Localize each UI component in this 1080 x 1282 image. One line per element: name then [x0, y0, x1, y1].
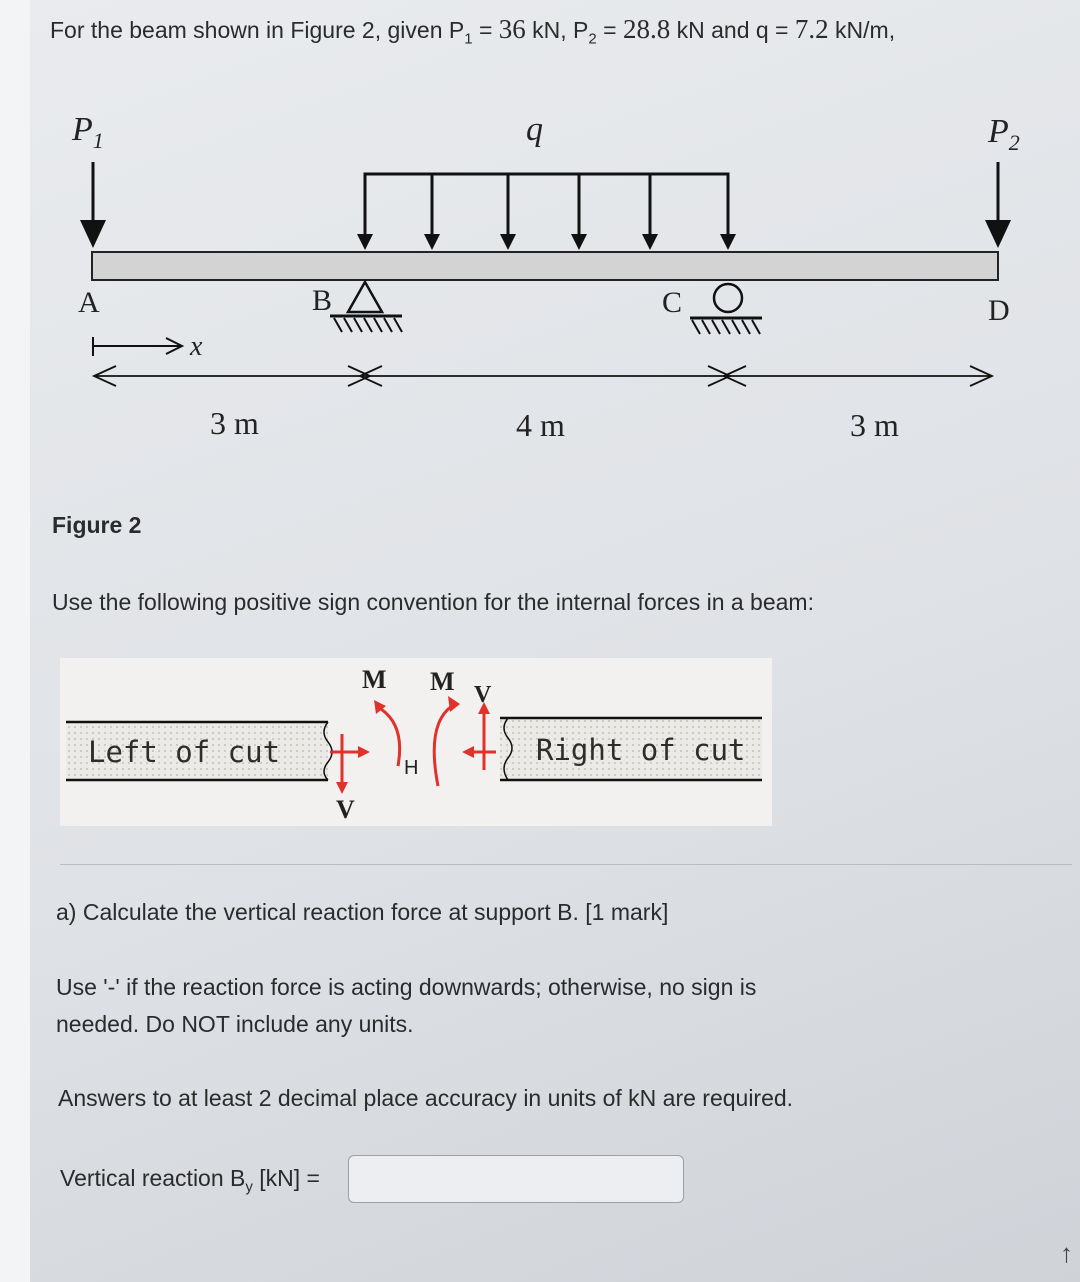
sign-note-line-1: Use '-' if the reaction force is acting downwards; otherwise, no sign is — [56, 974, 757, 1000]
answer-label-text: Vertical reaction B — [60, 1165, 246, 1191]
vertical-reaction-input[interactable] — [348, 1155, 684, 1203]
p2-subscript: 2 — [588, 30, 597, 48]
sign-note-line-2: needed. Do NOT include any units. — [56, 1011, 414, 1037]
p2-label: $P_2$ — [988, 113, 1020, 155]
moment-left-label: M — [362, 665, 387, 694]
sign-convention-figure — [60, 658, 772, 826]
equals-sign: = — [596, 17, 623, 43]
dim-bc-label: 4 m — [516, 407, 565, 443]
up-arrow-icon[interactable]: ↑ — [1060, 1238, 1073, 1268]
kn-q-text: kN and q = — [670, 17, 795, 43]
distributed-load-icon — [357, 174, 736, 250]
label-a: A — [78, 286, 100, 319]
p1-subscript: 1 — [464, 30, 473, 48]
left-of-cut-label: Left of cut — [88, 735, 281, 769]
beam-diagram — [0, 80, 1080, 460]
shear-right-label: V — [474, 682, 492, 708]
section-divider — [60, 864, 1072, 865]
unit-suffix: kN/m, — [828, 17, 896, 43]
x-axis-arrow-icon — [93, 337, 182, 356]
roller-support-icon — [690, 284, 762, 334]
p1-arrow-icon — [80, 162, 106, 248]
accuracy-note: Answers to at least 2 decimal place accuracy in units of kN are required. — [58, 1085, 794, 1111]
beam — [92, 252, 998, 280]
figure-caption: Figure 2 — [52, 512, 142, 538]
answer-label-subscript: y — [245, 1178, 253, 1196]
intro-text: For the beam shown in Figure 2, given P — [50, 17, 465, 43]
right-of-cut-label: Right of cut — [536, 733, 746, 767]
shear-left-label: V — [336, 795, 355, 824]
dimension-line — [94, 366, 992, 386]
p2-value: 28.8 — [622, 14, 671, 44]
problem-statement — [50, 14, 895, 48]
p1-label: $P_1$ — [72, 111, 104, 153]
sign-convention-intro: Use the following positive sign convention for the internal forces in a beam: — [52, 589, 814, 615]
p2-arrow-icon — [985, 162, 1011, 248]
p1-value: 36 — [498, 14, 526, 44]
axial-label: H — [404, 757, 419, 779]
moment-right-label: M — [430, 667, 455, 696]
equals-sign: = — [472, 17, 499, 43]
x-label: x — [190, 331, 203, 362]
label-d: D — [988, 294, 1010, 327]
label-c: C — [662, 286, 683, 319]
pin-support-icon — [330, 282, 402, 332]
kn-p2-text: kN, P — [525, 17, 589, 43]
dim-ab-label: 3 m — [210, 405, 259, 441]
q-value: 7.2 — [794, 14, 829, 44]
q-label: q — [526, 111, 543, 148]
answer-label — [60, 1165, 320, 1196]
answer-label-suffix: [kN] = — [252, 1165, 320, 1191]
question-part-a: a) Calculate the vertical reaction force at support B. [1 mark] — [56, 899, 669, 925]
label-b: B — [312, 284, 333, 317]
dim-cd-label: 3 m — [850, 407, 899, 443]
